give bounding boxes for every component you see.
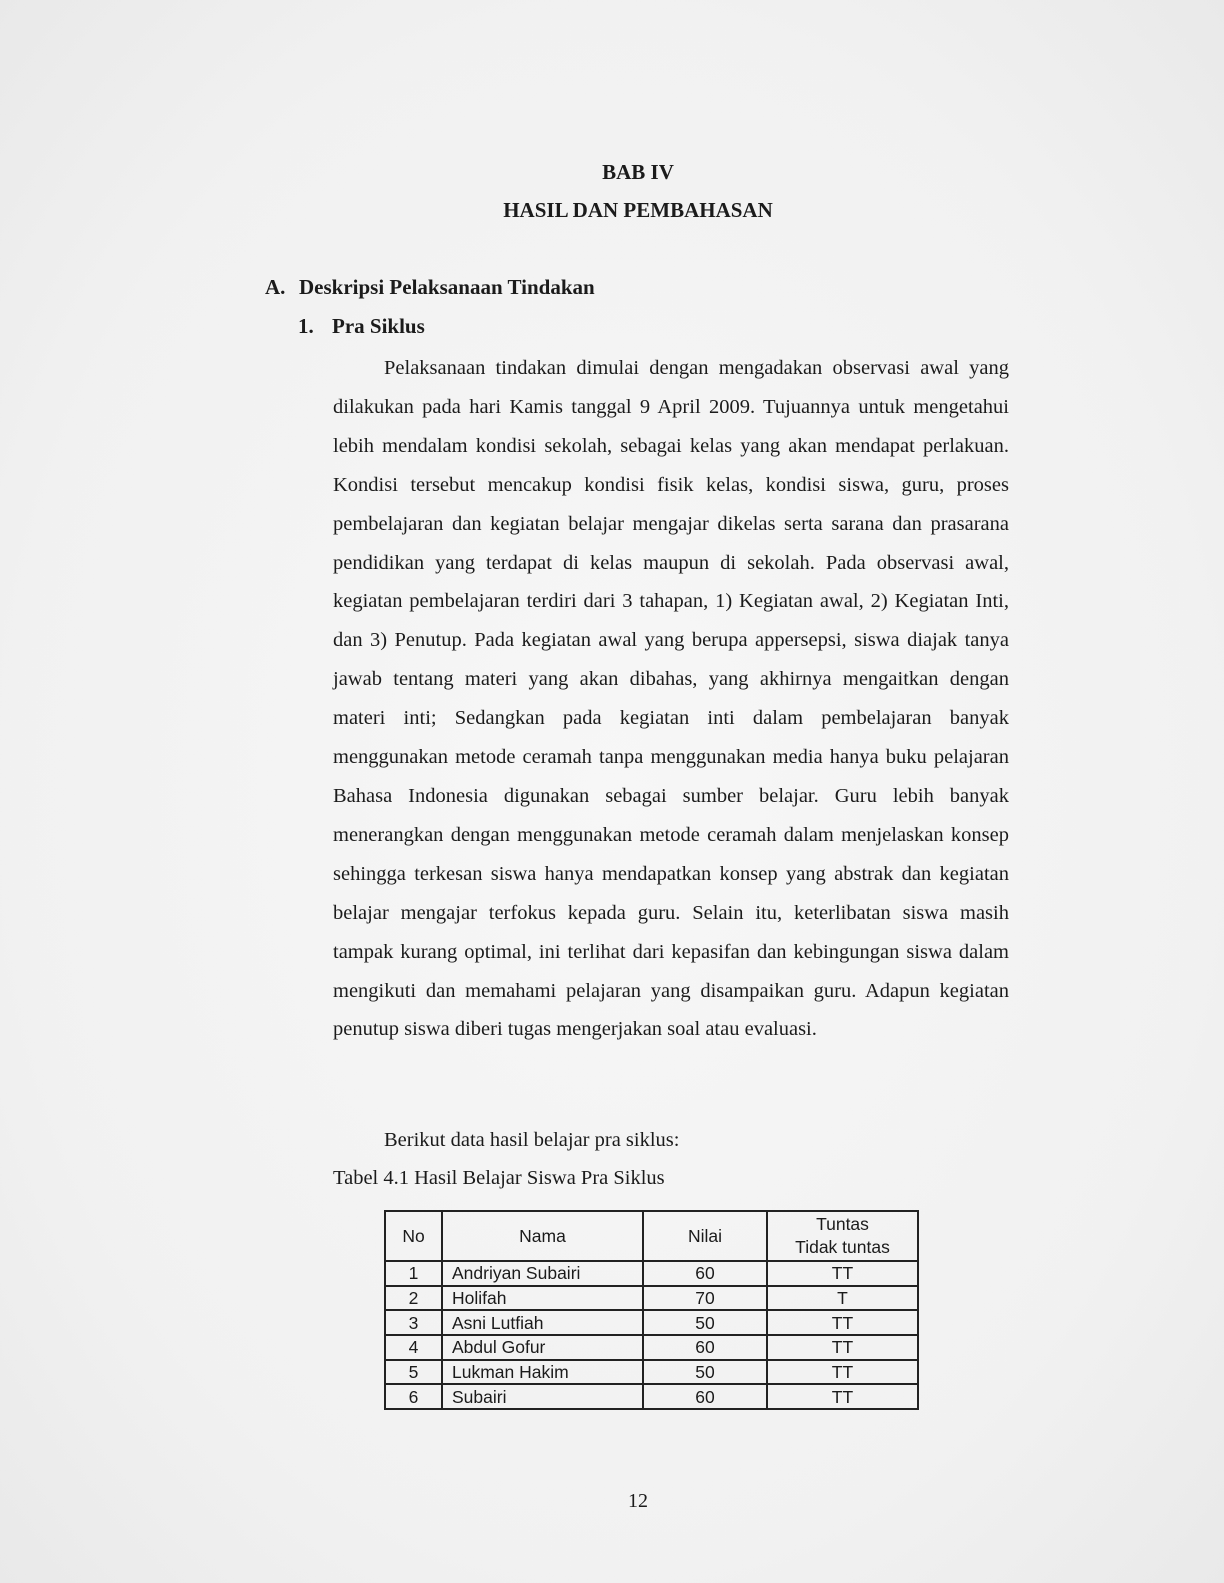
cell-score: 50 — [643, 1310, 767, 1335]
cell-status: TT — [767, 1335, 918, 1360]
subsection-number: 1. — [298, 314, 314, 338]
cell-score: 60 — [643, 1335, 767, 1360]
cell-status: TT — [767, 1261, 918, 1286]
header-status — [767, 1211, 918, 1261]
cell-status: TT — [767, 1384, 918, 1409]
header-status-line2: Tidak tuntas — [795, 1237, 890, 1257]
header-score: Nilai — [643, 1211, 767, 1261]
cell-score: 70 — [643, 1286, 767, 1311]
cell-name: Asni Lutfiah — [442, 1310, 643, 1335]
cell-name: Lukman Hakim — [442, 1360, 643, 1385]
subsection-heading-1 — [298, 314, 425, 339]
cell-score: 60 — [643, 1384, 767, 1409]
table-header-row — [385, 1211, 918, 1261]
cell-no: 5 — [385, 1360, 442, 1385]
section-heading-a — [265, 275, 595, 300]
cell-score: 60 — [643, 1261, 767, 1286]
header-name: Nama — [442, 1211, 643, 1261]
cell-name: Andriyan Subairi — [442, 1261, 643, 1286]
cell-no: 3 — [385, 1310, 442, 1335]
subsection-label: Pra Siklus — [332, 314, 425, 338]
cell-status: TT — [767, 1360, 918, 1385]
cell-name: Subairi — [442, 1384, 643, 1409]
cell-no: 1 — [385, 1261, 442, 1286]
cell-score: 50 — [643, 1360, 767, 1385]
page-number: 12 — [628, 1490, 648, 1512]
section-number: A. — [265, 275, 286, 299]
results-table — [384, 1210, 919, 1410]
section-label: Deskripsi Pelaksanaan Tindakan — [299, 275, 595, 299]
cell-no: 6 — [385, 1384, 442, 1409]
cell-status: T — [767, 1286, 918, 1311]
table-row — [385, 1360, 918, 1385]
cell-status: TT — [767, 1310, 918, 1335]
table-row — [385, 1335, 918, 1360]
table-row — [385, 1261, 918, 1286]
header-no: No — [385, 1211, 442, 1261]
header-status-line1: Tuntas — [816, 1214, 869, 1234]
table-caption: Tabel 4.1 Hasil Belajar Siswa Pra Siklus — [333, 1167, 665, 1189]
table-row — [385, 1286, 918, 1311]
table-row — [385, 1310, 918, 1335]
body-paragraph-block — [333, 349, 1009, 1049]
cell-no: 2 — [385, 1286, 442, 1311]
body-paragraph: Pelaksanaan tindakan dimulai dengan mengadakan observasi awal yang dilakukan pada hari Kamis tanggal 9 April 2009. Tujuannya untuk mengetahui lebih mendalam kondisi sekolah, sebagai kelas yang akan mendapat perlakuan. Kondisi tersebut mencakup kondisi fisik kelas, kondisi siswa, guru, proses pembelajaran dan kegiatan belajar mengajar dikelas serta sarana dan prasarana pendidikan yang terdapat di kelas maupun di sekolah. Pada observasi awal, kegiatan pembelajaran terdiri dari 3 tahapan, 1) Kegiatan awal, 2) Kegiatan Inti, dan 3) Penutup. Pada kegiatan awal yang berupa appersepsi, siswa diajak tanya jawab tentang materi yang akan dibahas, yang akhirnya mengaitkan dengan materi inti; Sedangkan pada kegiatan inti dalam pembelajaran banyak menggunakan metode ceramah tanpa menggunakan media hanya buku pelajaran Bahasa Indonesia digunakan sebagai sumber belajar. Guru lebih banyak menerangkan dengan menggunakan metode ceramah dalam menjelaskan konsep sehingga terkesan siswa hanya mendapatkan konsep yang abstrak dan kegiatan belajar mengajar terfokus kepada guru. Selain itu, keterlibatan siswa masih tampak kurang optimal, ini terlihat dari kepasifan dan kebingungan siswa dalam mengikuti dan memahami pelajaran yang disampaikan guru. Adapun kegiatan penutup siswa diberi tugas mengerjakan soal atau evaluasi. — [333, 357, 1009, 1041]
cell-no: 4 — [385, 1335, 442, 1360]
cell-name: Abdul Gofur — [442, 1335, 643, 1360]
cell-name: Holifah — [442, 1286, 643, 1311]
table-intro-text: Berikut data hasil belajar pra siklus: — [384, 1129, 680, 1151]
chapter-title: HASIL DAN PEMBAHASAN — [503, 198, 773, 222]
table-row — [385, 1384, 918, 1409]
chapter-number: BAB IV — [602, 160, 674, 184]
